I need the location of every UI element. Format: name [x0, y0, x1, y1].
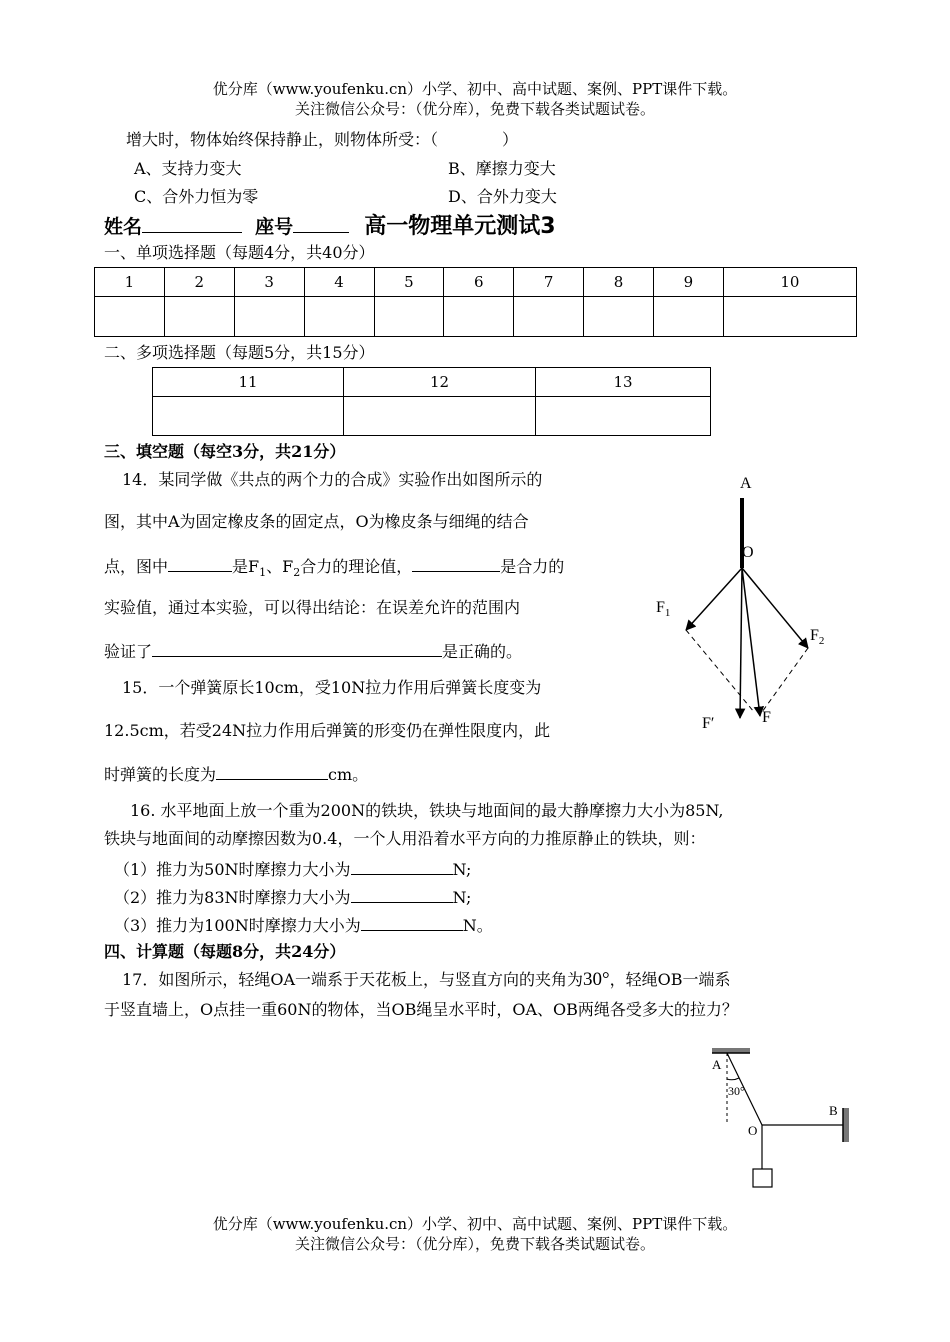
label-f1-sub: 1: [664, 607, 671, 619]
answer-col-4: 4: [304, 268, 374, 297]
answer-col-9: 9: [654, 268, 724, 297]
label-f2-sub: 2: [818, 635, 825, 647]
site-header-line1: 优分库（www.youfenku.cn）小学、初中、高中试题、案例、PPT课件下载。: [212, 80, 738, 98]
page-title: 高一物理单元测试3: [364, 214, 556, 239]
label-fprime: F′: [702, 715, 715, 732]
q14-subscript: 1: [259, 566, 267, 580]
label-a: A: [712, 1057, 722, 1072]
multi-choice-answer-table: [152, 367, 711, 436]
answer-col-10: 10: [723, 268, 856, 297]
q16-blank-2[interactable]: [351, 886, 453, 903]
answer-cell[interactable]: [304, 297, 374, 337]
option-c: C、合外力恒为零: [134, 187, 259, 206]
answer-col-1: 1: [95, 268, 165, 297]
answer-cell[interactable]: [654, 297, 724, 337]
f-arrow: [742, 568, 760, 716]
q14-line1: 14．某同学做《共点的两个力的合成》实验作出如图所示的: [122, 470, 543, 489]
q14-subscript: 2: [293, 566, 301, 580]
f1-arrow: [686, 568, 742, 630]
single-choice-answer-table: [94, 267, 857, 337]
q16-sub1: [114, 858, 471, 880]
answer-cell[interactable]: [444, 297, 514, 337]
answer-cell[interactable]: [164, 297, 234, 337]
parallelogram-dashed-line: [686, 630, 754, 712]
q16-sub2: [114, 886, 471, 908]
force-composition-figure: [640, 460, 840, 750]
angle-arc: [727, 1078, 739, 1080]
answer-cell[interactable]: [723, 297, 856, 337]
label-f2-main: F: [810, 627, 819, 644]
seat-blank[interactable]: [293, 216, 349, 233]
answer-col-6: 6: [444, 268, 514, 297]
label-f: F: [762, 709, 771, 726]
q14-text: 合力的理论值，: [300, 557, 413, 576]
q16-text: N;: [452, 860, 472, 879]
site-footer-line1: 优分库（www.youfenku.cn）小学、初中、高中试题、案例、PPT课件下载。: [212, 1215, 738, 1233]
answer-cell[interactable]: [514, 297, 584, 337]
parallelogram-dashed-line: [762, 648, 808, 712]
q16-sub3: [114, 914, 493, 936]
single-choice-answer-row: [95, 297, 857, 337]
multi-choice-answer-row: [153, 397, 711, 436]
q14-blank-theory[interactable]: [168, 555, 232, 572]
answer-col-7: 7: [514, 268, 584, 297]
q17-text: ，轻绳OB一端系: [609, 970, 731, 989]
site-footer-line2: 关注微信公众号：（优分库），免费下载各类试题试卷。: [294, 1235, 655, 1253]
q14-text: 是F: [232, 557, 260, 576]
answer-cell[interactable]: [95, 297, 165, 337]
q14-blank-conclusion[interactable]: [152, 640, 442, 657]
q15-text: 时弹簧的长度为: [104, 765, 217, 784]
answer-col-2: 2: [164, 268, 234, 297]
answer-col-8: 8: [584, 268, 654, 297]
hanging-weight: [753, 1169, 772, 1187]
q14-line3: [104, 555, 564, 583]
q14-blank-experiment[interactable]: [412, 555, 500, 572]
answer-cell[interactable]: [234, 297, 304, 337]
label-f1-main: F: [656, 599, 665, 616]
q14-text: 点，图中: [104, 557, 169, 576]
q14-text: 、F: [266, 557, 294, 576]
section1-heading: 一、单项选择题（每题4分，共40分）: [104, 243, 375, 262]
q15-line3: [104, 763, 368, 785]
q15-line1: 15．一个弹簧原长10cm，受10N拉力作用后弹簧长度变为: [122, 678, 542, 697]
q16-text: N;: [452, 888, 472, 907]
answer-col-5: 5: [374, 268, 444, 297]
q16-text: （1）推力为50N时摩擦力大小为: [114, 860, 351, 879]
q16-text: （2）推力为83N时摩擦力大小为: [114, 888, 351, 907]
q14-text: 是合力的: [500, 557, 565, 576]
q16-line2: 铁块与地面间的动摩擦因数为0.4，一个人用沿着水平方向的力推原静止的铁块，则：: [104, 829, 706, 848]
q15-line2: 12.5cm，若受24N拉力作用后弹簧的形变仍在弹性限度内，此: [104, 721, 551, 740]
section4-heading: 四、计算题（每题8分，共24分）: [104, 942, 346, 961]
q17-line2: 于竖直墙上，O点挂一重60N的物体，当OB绳呈水平时，OA、OB两绳各受多大的拉力？: [104, 1000, 738, 1019]
q14-text: 验证了: [104, 642, 153, 661]
q17-text: 17．如图所示，轻绳OA一端系于天花板上，与竖直方向的夹角为: [122, 970, 584, 989]
label-b: B: [829, 1103, 838, 1118]
label-o: O: [748, 1123, 758, 1138]
answer-col-3: 3: [234, 268, 304, 297]
option-b: B、摩擦力变大: [448, 159, 556, 178]
label-o: O: [742, 544, 754, 561]
q17-line1: [122, 968, 731, 992]
name-label: 姓名: [104, 216, 143, 238]
q17-angle: 30°: [583, 969, 610, 990]
q16-blank-3[interactable]: [361, 914, 463, 931]
option-a: A、支持力变大: [134, 159, 242, 178]
q14-line5: [104, 640, 522, 662]
answer-cell[interactable]: [536, 397, 711, 436]
rope-tension-figure: [700, 1045, 860, 1195]
seat-label: 座号: [255, 216, 294, 238]
multi-choice-header-row: [153, 368, 711, 397]
q14-line4: 实验值，通过本实验，可以得出结论：在误差允许的范围内: [104, 598, 521, 617]
section3-heading: 三、填空题（每空3分，共21分）: [104, 442, 346, 461]
q15-blank-length[interactable]: [216, 763, 328, 780]
option-d: D、合外力变大: [448, 187, 557, 206]
q15-text: cm。: [328, 765, 369, 784]
answer-cell[interactable]: [584, 297, 654, 337]
single-choice-header-row: [95, 268, 857, 297]
q14-line2: 图，其中A为固定橡皮条的固定点，O为橡皮条与细绳的结合: [104, 512, 529, 531]
answer-col-13: 13: [536, 368, 711, 397]
answer-cell[interactable]: [153, 397, 344, 436]
answer-cell[interactable]: [344, 397, 536, 436]
site-header-line2: 关注微信公众号：（优分库），免费下载各类试题试卷。: [294, 100, 655, 118]
section2-heading: 二、多项选择题（每题5分，共15分）: [104, 343, 375, 362]
answer-cell[interactable]: [374, 297, 444, 337]
label-f1: [656, 599, 670, 619]
label-a: A: [740, 475, 752, 492]
q16-line1: 16. 水平地面上放一个重为200N的铁块，铁块与地面间的最大静摩擦力大小为85N,: [130, 801, 724, 820]
q16-text: N。: [462, 916, 493, 935]
carryover-question-text: 增大时，物体始终保持静止，则物体所受：（ ）: [126, 130, 519, 149]
answer-col-12: 12: [344, 368, 536, 397]
q16-blank-1[interactable]: [351, 858, 453, 875]
q16-text: （3）推力为100N时摩擦力大小为: [114, 916, 361, 935]
title-row: [104, 214, 556, 241]
f2-arrow: [742, 568, 808, 648]
label-f2: [810, 627, 824, 647]
answer-col-11: 11: [153, 368, 344, 397]
q14-text: 是正确的。: [442, 642, 523, 661]
label-angle: 30°: [728, 1084, 745, 1098]
name-blank[interactable]: [142, 216, 242, 233]
wall: [843, 1108, 849, 1142]
